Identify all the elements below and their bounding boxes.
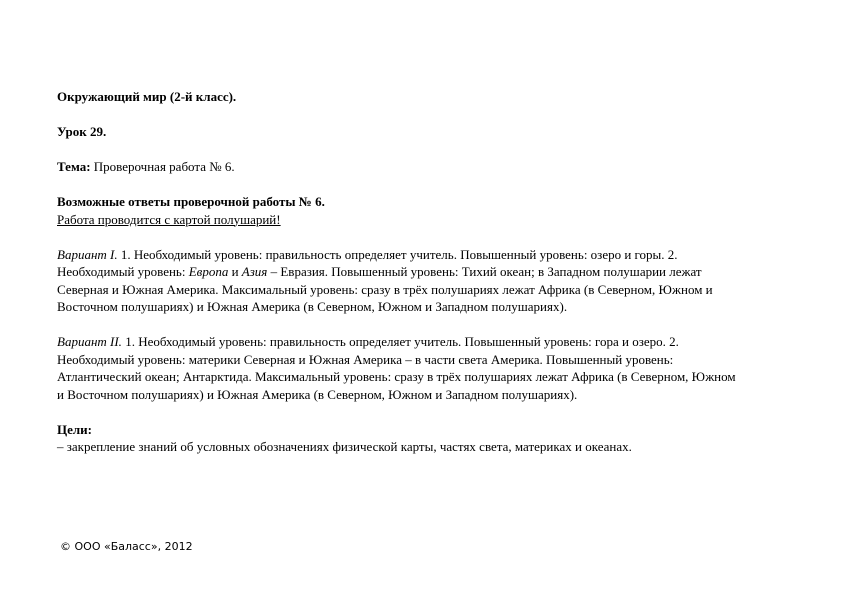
lesson-number: Урок 29. bbox=[57, 124, 107, 139]
variant-2-line-2: Необходимый уровень: материки Северная и Южная Америка – в части света Америка. Повышенный уровень: bbox=[57, 351, 674, 367]
topic-line bbox=[57, 158, 787, 176]
goals-heading: Цели: bbox=[57, 421, 92, 437]
answers-heading: Возможные ответы проверочной работы № 6. bbox=[57, 194, 325, 209]
spacer bbox=[57, 106, 787, 124]
spacer bbox=[57, 316, 787, 334]
variant-1-text-1: 1. Необходимый уровень: правильность определяет учитель. Повышенный уровень: озеро и горы. 2. bbox=[117, 246, 678, 262]
variant-2-block bbox=[57, 333, 787, 403]
variant-2-line-1 bbox=[57, 333, 787, 351]
course-title: Окружающий мир (2-й класс). bbox=[57, 89, 237, 104]
variant-1-line-1 bbox=[57, 246, 787, 264]
goals-item: – закрепление знаний об условных обозначениях физической карты, частях света, материках и океанах. bbox=[57, 439, 632, 454]
variant-1-block bbox=[57, 246, 787, 316]
variant-1-text-2a: Необходимый уровень: bbox=[57, 264, 189, 279]
spacer bbox=[57, 228, 787, 246]
variant-1-line-2 bbox=[57, 263, 787, 281]
document-body bbox=[57, 88, 787, 456]
europe-term: Европа bbox=[188, 264, 229, 279]
topic-label: Тема: bbox=[57, 159, 91, 174]
spacer bbox=[57, 176, 787, 194]
variant-1-line-3: Северная и Южная Америка. Максимальный уровень: сразу в трёх полушариях лежат Африка (в Северном, Южном и bbox=[57, 281, 713, 297]
variant-2-text-1: 1. Необходимый уровень: правильность определяет учитель. Повышенный уровень: гора и озеро. 2. bbox=[121, 334, 679, 349]
variant-2-label: Вариант II. bbox=[57, 334, 122, 349]
variant-2-line-3: Атлантический океан; Антарктида. Максимальный уровень: сразу в трёх полушариях лежат Африка (в Северном, Южном bbox=[57, 369, 736, 384]
variant-2-line-4: и Восточном полушариях) и Южная Америка (в Северном, Южном и Западном полушариях). bbox=[57, 386, 578, 402]
variant-1-text-2b: – Евразия. Повышенный уровень: Тихий океан; в Западном полушарии лежат bbox=[267, 264, 702, 279]
variant-1-label: Вариант I. bbox=[57, 246, 118, 262]
spacer bbox=[57, 403, 787, 421]
asia-term: Азия bbox=[241, 264, 268, 279]
copyright-footer: © ООО «Баласс», 2012 bbox=[60, 540, 193, 553]
spacer bbox=[57, 141, 787, 159]
answers-note: Работа проводится с картой полушарий! bbox=[57, 211, 281, 227]
variant-1-line-4: Восточном полушариях) и Южная Америка (в Северном, Южном и Западном полушариях). bbox=[57, 299, 568, 314]
variant-1-and: и bbox=[228, 264, 242, 279]
topic-value: Проверочная работа № 6. bbox=[90, 159, 235, 174]
